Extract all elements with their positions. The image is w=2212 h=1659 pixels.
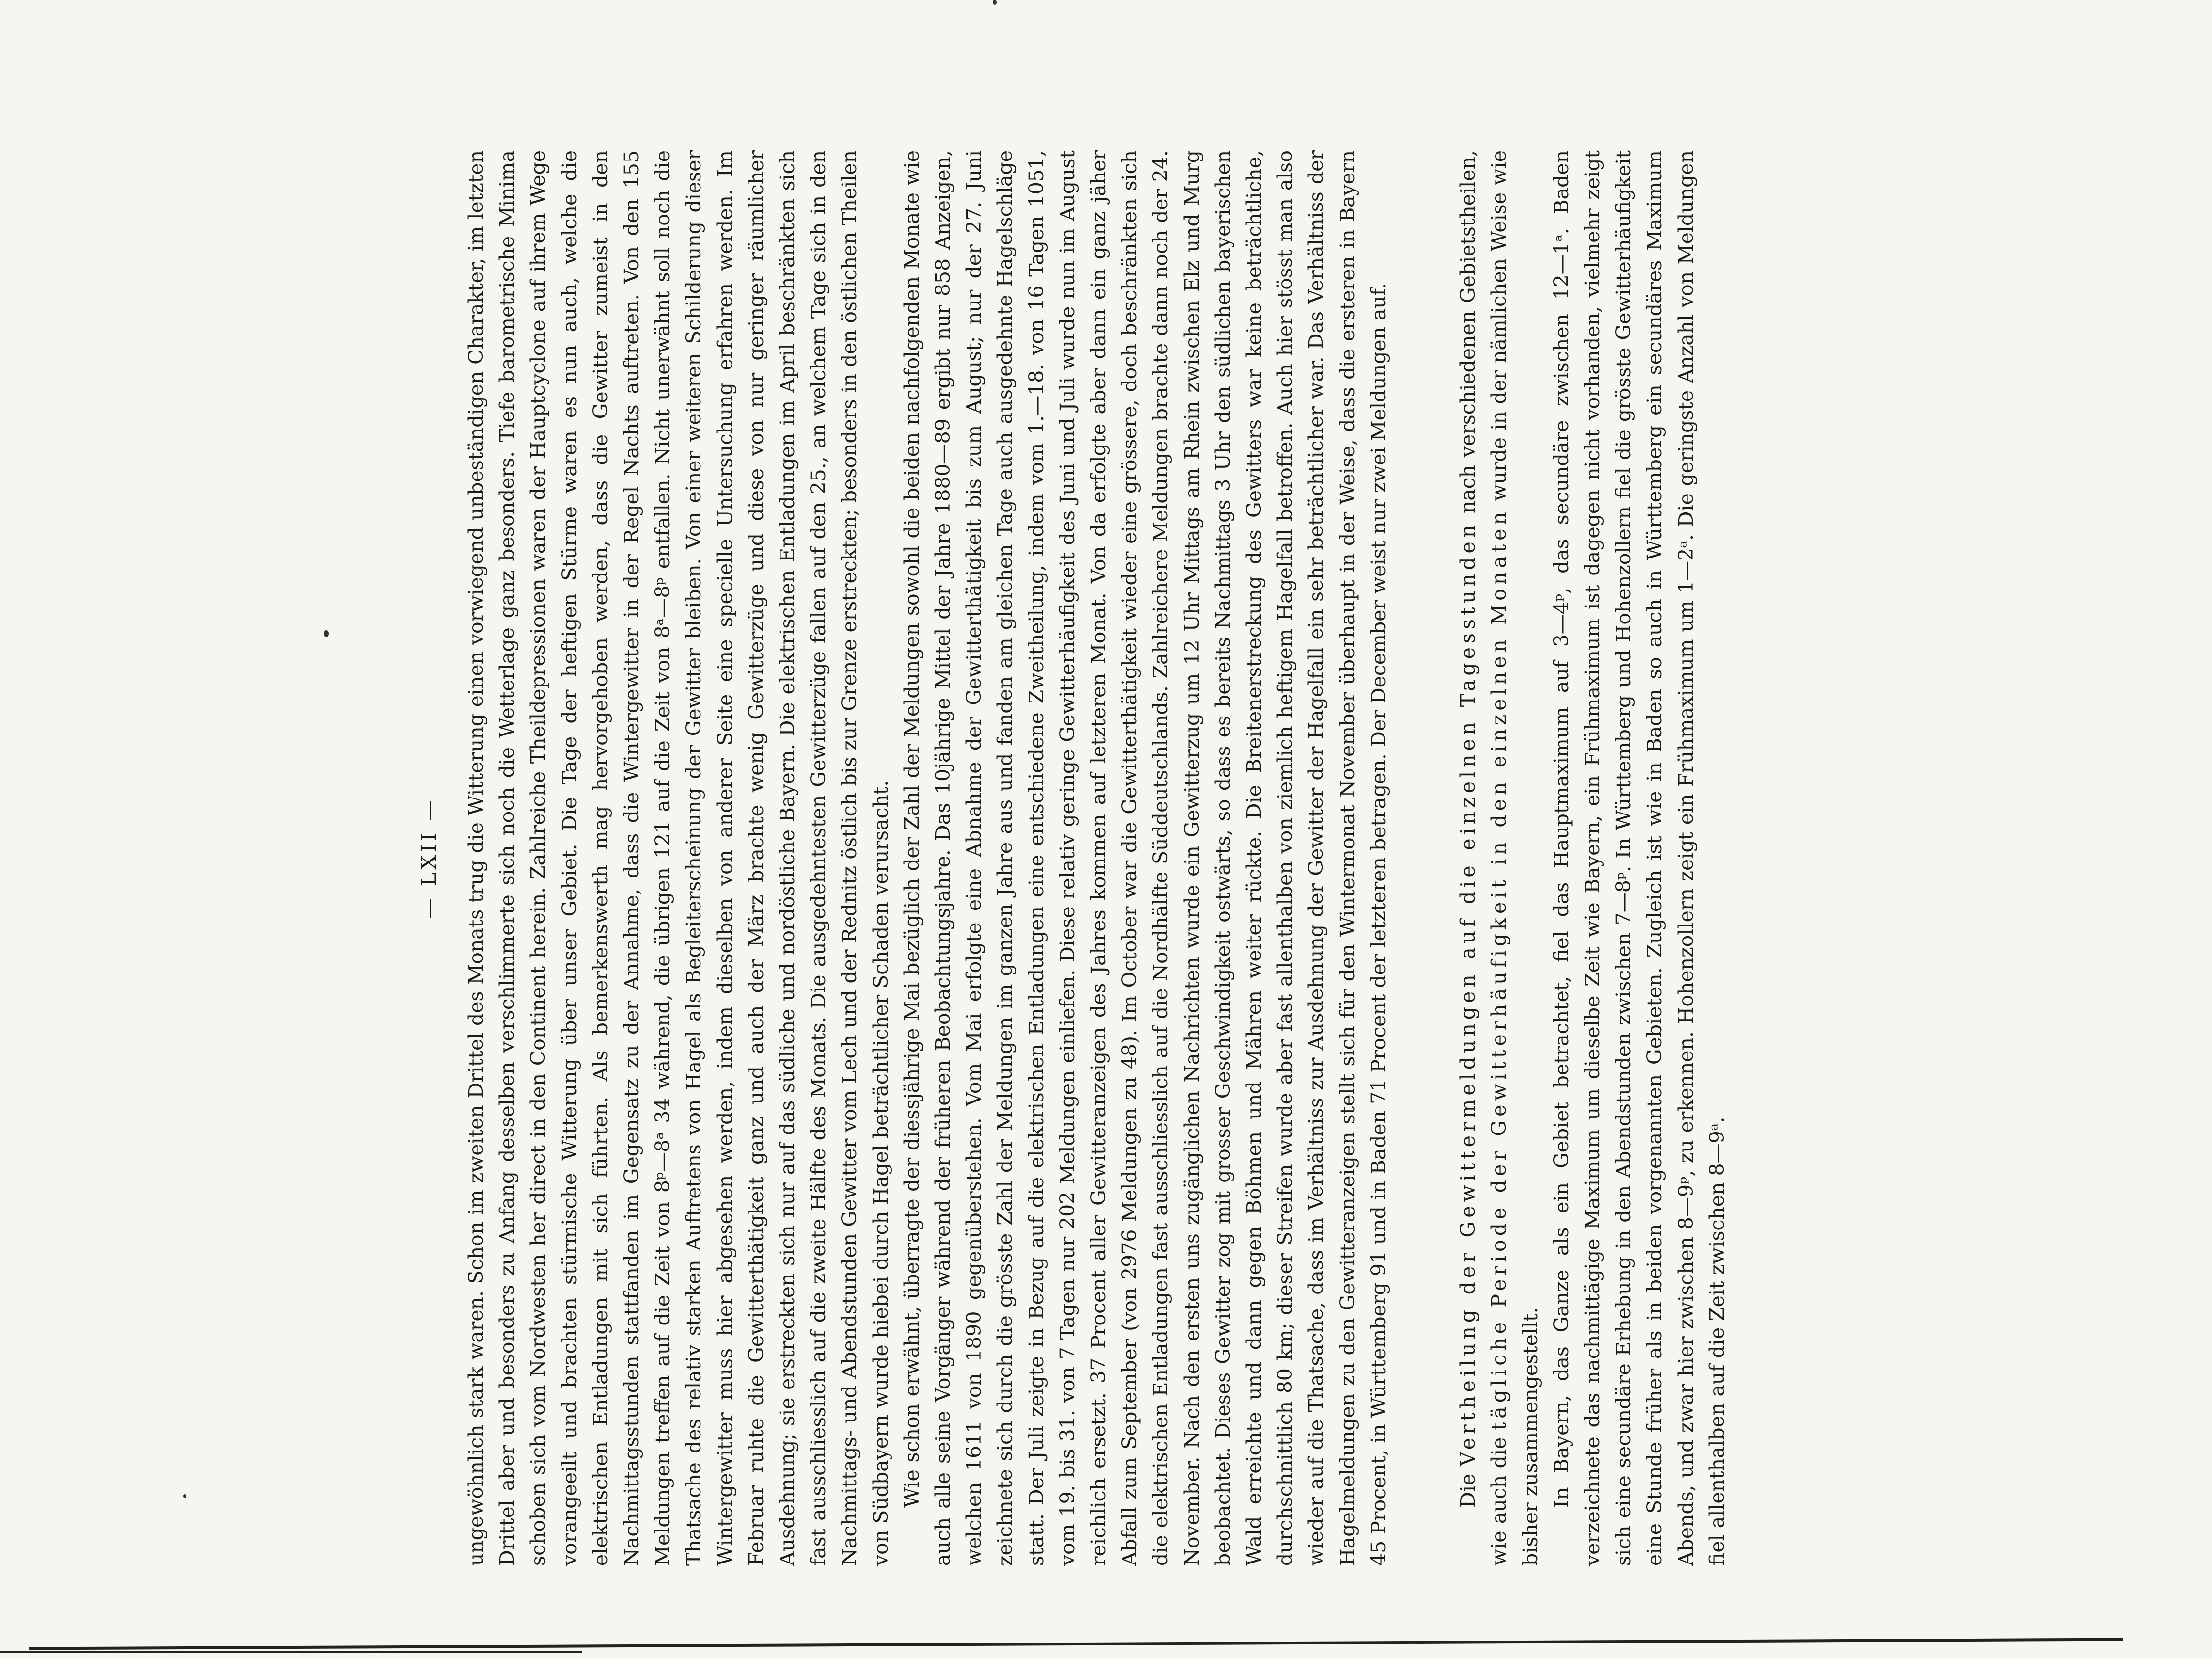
paragraph-p4 xyxy=(1546,150,1733,1566)
paragraph-p1 xyxy=(461,150,896,1566)
paragraph-text: nach verschiedenen Gebietstheilen, wie auch die xyxy=(1456,150,1511,1566)
paragraph-p3 xyxy=(1452,150,1546,1566)
bottom-edge-line xyxy=(29,1638,2123,1650)
emphasized-text: Vertheilung der Gewittermeldungen auf die einzelnen Tagesstunden xyxy=(1456,521,1480,1467)
ink-speck xyxy=(183,1494,186,1498)
paragraph-text: In Bayern, das Ganze als ein Gebiet betrachtet, fiel das Hauptmaximum auf 3—4ᵖ, das secundäre zwischen 12—1ᵃ. Baden verzeichnete das nachmittägige Maximum um dieselbe Zeit wie Bayern, ein Frühmaximum ist dagegen nicht vorhanden, vielmehr zeigt sich eine secundäre Erhebung in den Abendstunden zwischen 7—8ᵖ. In Württemberg und Hohenzollern fiel die grösste Gewitterhäufigkeit eine Stunde früher als in beiden vorgenannten Gebieten. Zugleich ist wie in Baden so auch in Württemberg ein secundäres Maximum Abends, und zwar hier zwischen 8—9ᵖ, zu erkennen. Hohenzollern zeigt ein Frühmaximum um 1—2ᵃ. Die geringste Anzahl von Meldungen fiel allenthalben auf die Zeit zwischen 8—9ᵃ. xyxy=(1549,150,1729,1566)
paragraph-p2 xyxy=(896,150,1394,1566)
ink-speck xyxy=(993,0,997,5)
paragraph-gap xyxy=(1394,150,1452,1566)
emphasized-text: tägliche Periode der Gewitterhäufigkeit in den einzelnen Monaten xyxy=(1487,508,1511,1431)
bottom-edge-line-2 xyxy=(0,1651,582,1653)
paragraph-text: ungewöhnlich stark waren. Schon im zweiten Drittel des Monats trug die Witterung einen vorwiegend unbeständigen Charakter, im letzten Drittel aber und besonders zu Anfang desselben verschlimmerte sich noch die Wetterlage ganz besonders. Tiefe barometrische Minima schoben sich vom Nordwesten her direct in den Continent herein. Zahlreiche Theildepressionen waren der Hauptcyclone auf ihrem Wege vorangeeilt und brachten stürmische Witterung über unser Gebiet. Die Tage der heftigen Stürme waren es nun auch, welche die elektrischen Entladungen mit sich führten. Als bemerkenswerth mag hervorgehoben werden, dass die Gewitter zumeist in den Nachmittagsstunden stattfanden im Gegensatz zu der Annahme, dass die Wintergewitter in der Regel Nachts auftreten. Von den 155 Meldungen treffen auf die Zeit von 8ᵖ—8ᵃ 34 während, die übrigen 121 auf die Zeit von 8ᵃ—8ᵖ entfallen. Nicht unerwähnt soll noch die Thatsache des relativ starken Auftretens von Hagel als Begleiterscheinung der Gewitter bleiben. Von einer weiteren Schilderung dieser Wintergewitter muss hier abgesehen werden, indem dieselben von anderer Seite eine specielle Untersuchung erfahren werden. Im Februar ruhte die Gewitterthätigkeit ganz und auch der März brachte wenig Gewitterzüge und diese von nur geringer räumlicher Ausdehnung; sie erstreckten sich nur auf das südliche und nordöstliche Bayern. Die elektrischen Entladungen im April beschränkten sich fast ausschliesslich auf die zweite Hälfte des Monats. Die ausgedehntesten Gewitterzüge fallen auf den 25., an welchem Tage sich in den Nachmittags- und Abendstunden Gewitter vom Lech und der Rednitz östlich bis zur Grenze erstreckten; besonders in den östlichen Theilen von Südbayern wurde hiebei durch Hagel beträchtlicher Schaden verursacht. xyxy=(464,150,892,1566)
paragraph-text: wurde in der nämlichen Weise wie bisher zusammengestellt. xyxy=(1487,150,1542,1566)
page-number: — LXII — xyxy=(417,798,441,919)
body-text xyxy=(461,150,1733,1566)
paragraph-text: Die xyxy=(1456,1466,1480,1508)
ink-speck xyxy=(324,630,329,637)
paragraph-text: Wie schon erwähnt, überragte der diessjährige Mai bezüglich der Zahl der Meldungen sowohl die beiden nachfolgenden Monate wie auch alle seine Vorgänger während der früheren Beobachtungsjahre. Das 10jährige Mittel der Jahre 1880—89 ergibt nur 858 Anzeigen, welchen 1611 von 1890 gegenüberstehen. Vom Mai erfolgte eine Abnahme der Gewitterthätigkeit bis zum August; nur der 27. Juni zeichnete sich durch die grösste Zahl der Meldungen im ganzen Jahre aus und fanden am gleichen Tage auch ausgedehnte Hagelschläge statt. Der Juli zeigte in Bezug auf die elektrischen Entladungen eine entschiedene Zweitheilung, indem vom 1.—18. von 16 Tagen 1051, vom 19. bis 31. von 7 Tagen nur 202 Meldungen einliefen. Diese relativ geringe Gewitterhäufigkeit des Juni und Juli wurde nun im August reichlich ersetzt. 37 Procent aller Gewitteranzeigen des Jahres kommen auf letzteren Monat. Von da erfolgte aber dann ein ganz jäher Abfall zum September (von 2976 Meldungen zu 48). Im October war die Gewitterthätigkeit wieder eine grössere, doch beschränkten sich die elektrischen Entladungen fast ausschliesslich auf die Nordhälfte Süddeutschlands. Zahlreichere Meldungen brachte dann noch der 24. November. Nach den ersten uns zugänglichen Nachrichten wurde ein Gewitterzug um 12 Uhr Mittags am Rhein zwischen Elz und Murg beobachtet. Dieses Gewitter zog mit grosser Geschwindigkeit ostwärts, so dass es bereits Nachmittags 3 Uhr den südlichen bayerischen Wald erreichte und dann gegen Böhmen und Mähren weiter rückte. Die Breitenerstreckung des Gewitters war keine beträchtliche, durchschnittlich 80 km; dieser Streifen wurde aber fast allenthalben von ziemlich heftigem Hagelfall betroffen. Auch hier stösst man also wieder auf die Thatsache, dass im Verhältniss zur Ausdehnung der Gewitter der Hagelfall ein sehr beträchtlicher war. Das Verhältniss der Hagelmeldungen zu den Gewitteranzeigen stellt sich für den Wintermonat November überhaupt in der Weise, dass die ersteren in Bayern 45 Procent, in Württemberg 91 und in Baden 71 Procent der letzteren betragen. Der December weist nur zwei Meldungen auf. xyxy=(900,150,1390,1566)
rotated-page-content xyxy=(417,150,2162,1566)
